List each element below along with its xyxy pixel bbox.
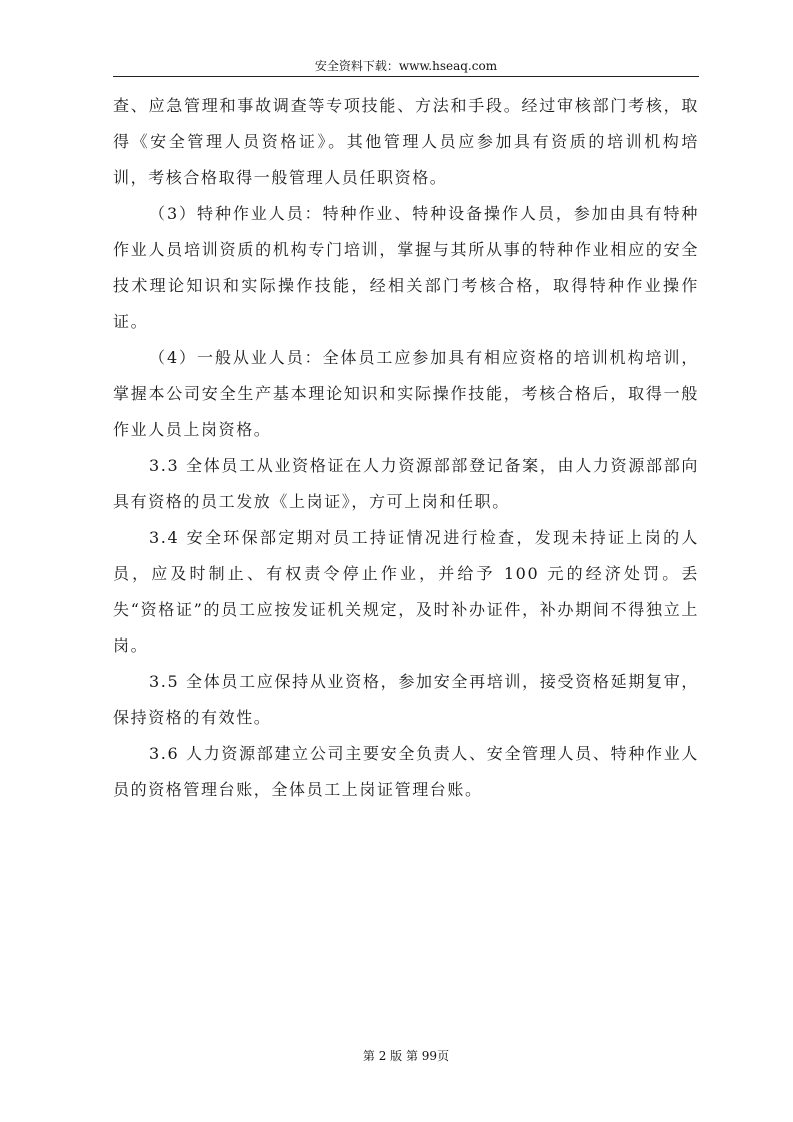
paragraph-3-6: 3.6 人力资源部建立公司主要安全负责人、安全管理人员、特种作业人员的资格管理台账，全体员工上岗证管理台账。 bbox=[113, 744, 699, 799]
paragraph-continued: 查、应急管理和事故调查等专项技能、方法和手段。经过审核部门考核，取得《安全管理人员资格证》。其他管理人员应参加具有资质的培训机构培训，考核合格取得一般管理人员任职资格。 bbox=[113, 96, 699, 187]
page-header: 安全资料下载：www.hseaq.com bbox=[314, 59, 498, 73]
header-divider bbox=[113, 76, 699, 77]
document-body bbox=[113, 88, 699, 808]
page-footer: 第 2 版 第 99页 bbox=[362, 1049, 450, 1063]
paragraph-3-5: 3.5 全体员工应保持从业资格，参加安全再培训，接受资格延期复审，保持资格的有效性。 bbox=[113, 672, 699, 727]
paragraph-general-workers: （4）一般从业人员：全体员工应参加具有相应资格的培训机构培训，掌握本公司安全生产基本理论知识和实际操作技能，考核合格后，取得一般作业人员上岗资格。 bbox=[113, 348, 699, 439]
paragraph-special-operators: （3）特种作业人员：特种作业、特种设备操作人员，参加由具有特种作业人员培训资质的机构专门培训，掌握与其所从事的特种作业相应的安全技术理论知识和实际操作技能，经相关部门考核合格，取得特种作业操作证。 bbox=[113, 204, 699, 331]
paragraph-3-4: 3.4 安全环保部定期对员工持证情况进行检查，发现未持证上岗的人员，应及时制止、有权责令停止作业，并给予 100 元的经济处罚。丢失“资格证”的员工应按发证机关规定，及时补办证件，补办期间不得独立上岗。 bbox=[113, 528, 699, 655]
paragraph-3-3: 3.3 全体员工从业资格证在人力资源部部登记备案，由人力资源部部向具有资格的员工发放《上岗证》，方可上岗和任职。 bbox=[113, 456, 699, 511]
